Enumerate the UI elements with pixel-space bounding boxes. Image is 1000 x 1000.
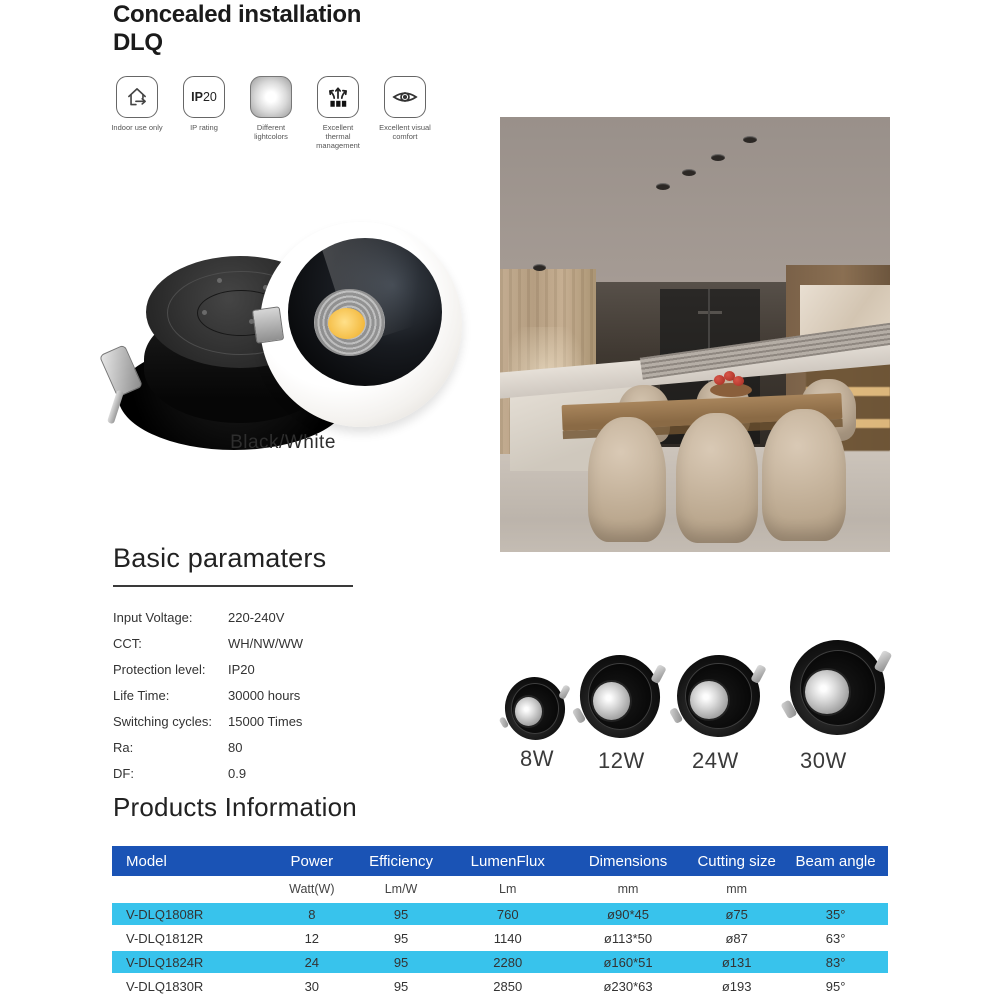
spotlight-30w-image: [790, 640, 885, 735]
unit-cell: mm: [726, 881, 748, 896]
table-row: [112, 903, 888, 925]
photo-chair: [676, 413, 758, 543]
param-row: [113, 604, 303, 630]
photo-chair: [588, 417, 666, 542]
param-row: [113, 630, 303, 656]
ip-rest: 20: [202, 90, 217, 104]
photo-downlight: [656, 183, 670, 190]
feature-label: IP rating: [190, 123, 218, 132]
cell-cutting-size: ø193: [721, 978, 752, 994]
param-row: [113, 734, 303, 760]
page-title-line1: Concealed installation: [113, 1, 362, 28]
cell-model: V-DLQ1808R: [126, 906, 204, 922]
table-header-row: [112, 846, 888, 876]
param-value: 30000 hours: [228, 687, 301, 703]
cell-power: 24: [304, 954, 320, 970]
feature-thermal: [311, 76, 365, 150]
white-downlight-image: [260, 222, 462, 427]
feature-label: Excellent thermal management: [316, 123, 360, 150]
cell-beam-angle: 35°: [825, 906, 846, 922]
feature-lightcolors: [244, 76, 298, 150]
cell-power: 30: [304, 978, 320, 994]
unit-cell: Lm/W: [384, 881, 418, 896]
kitchen-photo: [500, 117, 890, 552]
feature-icon-row: [110, 76, 432, 150]
page-title: [113, 1, 361, 57]
cell-cutting-size: ø87: [725, 930, 748, 946]
param-value: 0.9: [228, 765, 247, 781]
param-label: CCT:: [113, 635, 142, 651]
basic-parameters-heading: Basic paramaters: [113, 543, 327, 573]
products-information-heading: Products Information: [113, 792, 357, 822]
cell-dimensions: ø113*50: [603, 930, 653, 946]
feature-label: Excellent visual comfort: [379, 123, 431, 141]
param-value: IP20: [228, 661, 255, 677]
spotlight-8w-image: [505, 677, 565, 740]
col-power: Power: [290, 852, 334, 870]
ip20-icon: [183, 76, 225, 118]
param-row: [113, 656, 303, 682]
cell-model: V-DLQ1812R: [126, 930, 204, 946]
feature-ip-rating: [177, 76, 231, 150]
param-label: DF:: [113, 765, 134, 781]
cell-dimensions: ø160*51: [603, 954, 653, 970]
cell-model: V-DLQ1830R: [126, 978, 204, 994]
col-model: Model: [126, 852, 167, 870]
table-row: [112, 927, 888, 949]
param-label: Life Time:: [113, 687, 170, 703]
cell-cutting-size: ø131: [721, 954, 752, 970]
feature-visual-comfort: [378, 76, 432, 150]
param-label: Ra:: [113, 739, 134, 755]
wattage-label-30w: 30W: [800, 748, 847, 773]
col-lumenflux: LumenFlux: [470, 852, 545, 870]
photo-downlight: [743, 136, 757, 143]
cob-led: [328, 308, 365, 339]
wattage-label-8w: 8W: [520, 746, 554, 771]
col-cutting-size: Cutting size: [697, 852, 776, 870]
house-icon: [116, 76, 158, 118]
param-value: 80: [228, 739, 243, 755]
page-title-line2: DLQ: [113, 29, 163, 56]
table-units-row: [112, 876, 888, 901]
connector-block: [252, 306, 284, 344]
feature-label: Different lightcolors: [254, 123, 288, 141]
cell-beam-angle: 63°: [825, 930, 846, 946]
unit-cell: Lm: [499, 881, 517, 896]
col-dimensions: Dimensions: [588, 852, 668, 870]
products-table: [112, 846, 888, 997]
photo-chair: [762, 409, 846, 541]
photo-downlight: [711, 154, 725, 161]
param-row: [113, 682, 303, 708]
param-label: Protection level:: [113, 661, 206, 677]
photo-fruit-bowl: [710, 383, 752, 397]
col-efficiency: Efficiency: [369, 852, 433, 870]
wattage-label-24w: 24W: [692, 748, 739, 773]
cell-lumenflux: 2280: [493, 954, 523, 970]
table-row: [112, 975, 888, 997]
basic-parameters-list: [113, 604, 303, 786]
table-row: [112, 951, 888, 973]
product-caption: Black/White: [230, 432, 336, 453]
cell-efficiency: 95: [393, 906, 409, 922]
wattage-label-12w: 12W: [598, 748, 645, 773]
cell-efficiency: 95: [393, 978, 409, 994]
param-value: 15000 Times: [228, 713, 303, 729]
product-image-black-white: [108, 222, 463, 427]
param-row: [113, 760, 303, 786]
ip-bold: IP: [191, 90, 203, 104]
unit-cell: mm: [617, 881, 639, 896]
heading-underline: [113, 585, 353, 587]
cell-lumenflux: 2850: [493, 978, 523, 994]
cell-dimensions: ø90*45: [607, 906, 649, 922]
cell-cutting-size: ø75: [725, 906, 748, 922]
unit-cell: Watt(W): [289, 881, 335, 896]
eye-icon: [384, 76, 426, 118]
spotlight-24w-image: [677, 655, 760, 737]
photo-downlight: [682, 169, 696, 176]
photo-downlight: [533, 264, 546, 271]
lightcolor-icon: [250, 76, 292, 118]
col-beam-angle: Beam angle: [795, 852, 876, 870]
cell-model: V-DLQ1824R: [126, 954, 204, 970]
cell-lumenflux: 760: [496, 906, 519, 922]
cell-efficiency: 95: [393, 954, 409, 970]
param-label: Input Voltage:: [113, 609, 193, 625]
cell-beam-angle: 83°: [825, 954, 846, 970]
cell-beam-angle: 95°: [825, 978, 846, 994]
feature-indoor: [110, 76, 164, 150]
feature-label: Indoor use only: [111, 123, 163, 132]
param-row: [113, 708, 303, 734]
cell-power: 12: [304, 930, 320, 946]
cell-lumenflux: 1140: [493, 930, 522, 946]
cell-dimensions: ø230*63: [603, 978, 653, 994]
param-label: Switching cycles:: [113, 713, 212, 729]
thermal-icon: [317, 76, 359, 118]
cell-power: 8: [308, 906, 316, 922]
param-value: 220-240V: [228, 609, 285, 625]
cell-efficiency: 95: [393, 930, 409, 946]
spotlight-12w-image: [580, 655, 660, 738]
param-value: WH/NW/WW: [228, 635, 304, 651]
